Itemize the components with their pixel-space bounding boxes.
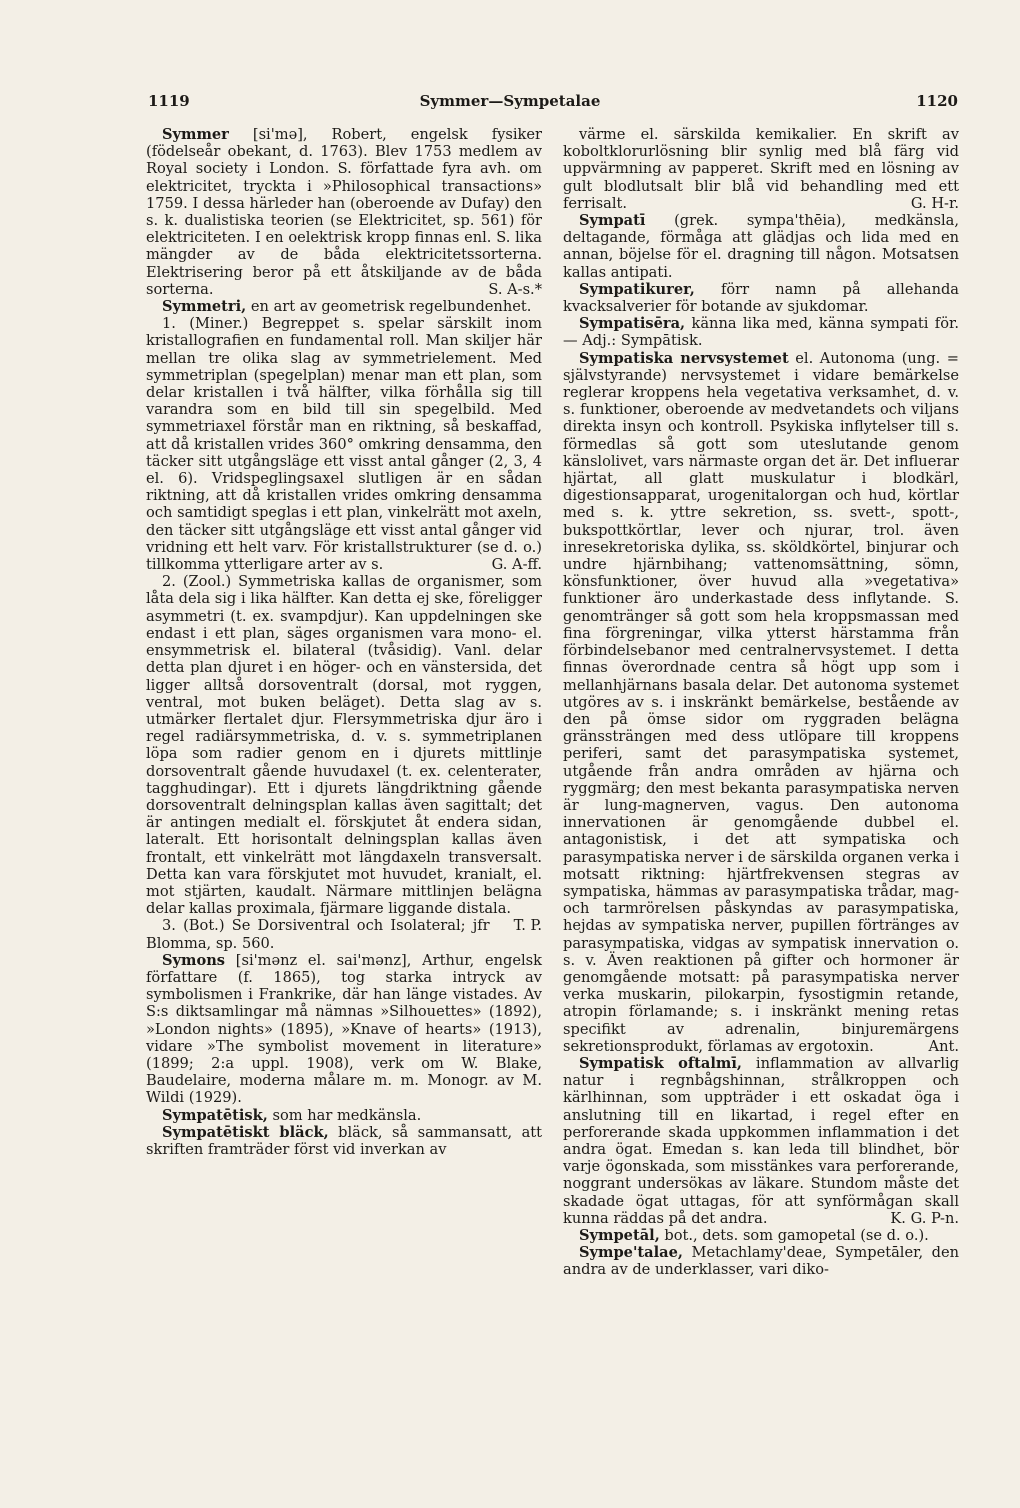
dictionary-entry: [146, 126, 542, 298]
entry-text: 2. (Zool.) Symmetriska kallas de organismer, som låta dela sig i lika hälfter. Kan detta ej ske, föreligger asymmetri (t. ex. svampdjur). Kan uppdelningen ske endast i ett plan, säges organismen vara mono- el. ensymmetrisk el. bilateral (tvåsidig). Vanl. delar detta plan djuret i en höger- och en vänstersida, det ligger alltså dorsoventralt (dorsal, mot ryggen, ventral, mot buken beläget). Detta slag av s. utmärker flertalet djur. Flersymmetriska djur äro i regel radiärsymmetriska, d. v. s. symmetriplanen löpa som radier genom en i djurets mittlinje dorsoventralt gående huvudaxel (t. ex. celenterater, tagghudingar). Ett i djurets längdriktning gående dorsoventralt delningsplan kallas även sagittalt; det är antingen medialt el. förskjutet åt endera sidan, lateralt. Ett horisontalt delningsplan kallas även frontalt, ett vinkelrätt mot längdaxeln transversalt. Detta kan vara förskjutet mot huvudet, kranialt, el. mot stjärten, kaudalt. Närmare mittlinjen belägna delar kallas proximala, fjärmare liggande distala.: [146, 573, 542, 918]
author-signature: K. G. P-n.: [890, 1209, 959, 1227]
entry-paragraph: [563, 212, 959, 281]
author-signature: S. A-s.*: [488, 280, 542, 298]
author-signature: G. A-ff.: [491, 556, 542, 574]
entry-paragraph: [146, 298, 542, 315]
dictionary-entry: [563, 281, 959, 315]
entry-text: el. Autonoma (ung. = självstyrande) nervsystemet i vidare bemärkelse reglerar kroppens hela vegetativa verksamhet, d. v. s. funktioner, oberoende av medvetandets och viljans direkta insyn och kontroll. Psykiska inflytelser till s. förmedlas så gott som uteslutande genom känslolivet, vars närmaste organ det är. Det influerar hjärtat, all glatt muskulatur i blodkärl, digestionsapparat, urogenitalorgan och hud, körtlar med s. k. yttre sekretion, ss. svett-, spott-, bukspottkörtlar, lever och njurar, trol. även inresekretoriska dylika, ss. sköldkörtel, binjurar och undre hjärnbihang; vattenomsättning, sömn, könsfunktioner, över huvud alla »vegetativa» funktioner äro underkastade dess inflytande. S. genomtränger så gott som hela kroppsmassan med fina förgreningar, vilka ytterst härstamma från förbindelsebanor med centralnervsystemet. I detta finnas överordnade centra så högt upp som i mellanhjärnans basala delar. Det autonoma systemet utgöres av s. i inskränkt bemärkelse, bestående av den på ömse sidor om ryggraden belägna gränssträngen med dess utlöpare till kroppens periferi, samt det parasympatiska systemet, utgående från andra områden av hjärna och ryggmärg; den mest bekanta parasympatiska nerven är lung-magnerven, vagus. Den autonoma innervationen är genomgående dubbel el. antagonistisk, i det att sympatiska och parasympatiska nerver i de särskilda organen verka i motsatt riktning: hjärtfrekvensen stegras av sympatiska, hämmas av parasympatiska trådar, mag- och tarmrörelsen påskyndas av parasympatiska, hejdas av sympatiska nerver, pupillen förtränges av parasympatiska, vidgas av sympatisk innervation o. s. v. Även reaktionen på gifter och hormoner är genomgående motsatt: på parasympatiska nerver verka muskarin, pilokarpin, fysostigmin retande, atropin förlamande; s. i inskränkt mening retas specifikt av adrenalin, binjuremärgens sekretionsprodukt, förlamas av ergotoxin.: [563, 349, 959, 1055]
page-number-right: 1120: [916, 92, 958, 110]
entry-paragraph: [146, 1107, 542, 1124]
page-number-left: 1119: [148, 92, 190, 110]
entry-text: inflammation av allvarlig natur i regnbågshinnan, strålkroppen och kärlhinnan, som uppträder i ett oskadat öga i anslutning till en likartad, i regel efter en perforerande skada uppkommen inflammation i det andra ögat. Emedan s. kan leda till blindhet, bör varje ögonskada, som misstänkes vara perforerande, noggrant undersökas av läkare. Stundom måste det skadade ögat uttagas, för att synförmågan skall kunna räddas på det andra.: [563, 1054, 960, 1227]
entry-text: bläck, så sammansatt, att skriften framträder först vid inverkan av: [146, 1123, 542, 1158]
right-column: [563, 126, 959, 1279]
entry-headword: Sympatētiskt bläck,: [162, 1123, 329, 1141]
dictionary-entry: [146, 1107, 542, 1124]
entry-paragraph: [146, 1124, 542, 1158]
entry-headword: Sympatikurer,: [579, 280, 695, 298]
author-signature: Ant.: [928, 1037, 959, 1055]
entry-text: [si'mənz el. sai'mənz], Arthur, engelsk författare (f. 1865), tog starka intryck av symbolismen i Frankrike, där han länge vistades. Av S:s diktsamlingar må nämnas »Silhouettes» (1892), »London nights» (1895), »Knave of hearts» (1913), vidare »The symbolist movement in literature» (1899; 2:a uppl. 1908), verk om W. Blake, Baudelaire, moderna målare m. m. Monogr. av M. Wildi (1929).: [146, 951, 542, 1107]
dictionary-entry: [563, 1055, 959, 1227]
entry-headword: Symmetri,: [162, 298, 247, 316]
entry-headword: Symons: [162, 951, 226, 969]
entry-text: en art av geometrisk regelbundenhet.: [250, 298, 532, 316]
entry-text: [si'mə], Robert, engelsk fysiker (födelseår obekant, d. 1763). Blev 1753 medlem av Royal society i London. S. författade fyra avh. om elektricitet, tryckta i »Philosophical transactions» 1759. I dessa härleder han (oberoende av Dufay) den s. k. dualistiska teorien (se Elektricitet, sp. 561) för elektriciteten. I en oelektrisk kropp finnas enl. S. lika mängder av de båda elektricitetssorterna. Elektrisering beror på ett åtskiljande av de båda sorterna.: [146, 126, 542, 298]
dictionary-entry: [563, 212, 959, 281]
entry-headword: Sympatisk oftalmī,: [579, 1054, 742, 1072]
entry-paragraph: [146, 126, 542, 298]
entry-headword: Sympatī: [579, 212, 646, 230]
dictionary-entry: [146, 1124, 542, 1158]
entry-paragraph: [563, 350, 959, 1055]
entry-text: 3. (Bot.) Se Dorsiventral och Isolateral; jfr Blomma, sp. 560.: [146, 917, 490, 952]
entry-text: Metachlamy'deae, Sympetāler, den andra av de underklasser, vari diko-: [563, 1244, 960, 1279]
left-column: [146, 126, 542, 1158]
dictionary-entry: [563, 315, 959, 349]
entry-paragraph: [563, 1244, 959, 1278]
entry-paragraph: [563, 126, 959, 212]
dictionary-entry: [146, 917, 542, 951]
entry-text: värme el. särskilda kemikalier. En skrift av koboltklorurlösning blir synlig med blå färg vid uppvärmning av papperet. Skrift med en lösning av gult blodlutsalt blir blå vid behandling med ett ferrisalt.: [563, 126, 959, 212]
entry-paragraph: [146, 952, 542, 1107]
entry-text: (grek. sympa'thēia), medkänsla, deltagande, förmåga att glädjas och lida med en annan, böjelse för el. dragning till någon. Motsatsen kallas antipati.: [563, 212, 959, 281]
entry-headword: Sympe'talae,: [579, 1244, 683, 1262]
running-head: Symmer—Sympetalae: [419, 92, 601, 110]
entry-paragraph: [146, 917, 542, 951]
dictionary-entry: [563, 1244, 959, 1278]
dictionary-entry: [146, 952, 542, 1107]
entry-paragraph: [146, 315, 542, 573]
entry-headword: Sympetāl,: [579, 1227, 660, 1244]
entry-headword: Sympatētisk,: [162, 1106, 268, 1124]
entry-text: 1. (Miner.) Begreppet s. spelar särskilt inom kristallografien en fundamental roll. Man skiljer här mellan tre olika slag av symmetrielement. Med symmetriplan (spegelplan) menar man ett plan, som delar kristallen i två hälfter, vilka förhålla sig till varandra som en bild till sin spegelbild. Med symmetriaxel förstår man en riktning, så beskaffad, att då kristallen vrides 360° omkring densamma, den täcker sitt utgångsläge ett visst antal gånger (2, 3, 4 el. 6). Vridspeglingsaxel slutligen är en sådan riktning, att då kristallen vrides omkring densamma och samtidigt speglas i ett plan, vinkelrätt mot axeln, den täcker sitt utgångsläge ett visst antal gånger vid vridning ett helt varv. För kristallstrukturer (se d. o.) tillkomma ytterligare arter av s.: [146, 315, 542, 574]
entry-text: känna lika med, känna sympati för. — Adj.: Sympātisk.: [563, 315, 960, 350]
dictionary-entry: [563, 126, 959, 212]
entry-paragraph: [563, 1227, 959, 1244]
entry-paragraph: [563, 315, 959, 349]
entry-headword: Sympatiska nervsystemet: [579, 349, 789, 367]
entry-headword: Sympatisēra,: [579, 315, 686, 333]
entry-text: förr namn på allehanda kvacksalverier för botande av sjukdomar.: [563, 280, 960, 316]
entry-paragraph: [563, 1055, 959, 1227]
dictionary-entry: [563, 1227, 959, 1244]
entry-paragraph: [563, 281, 959, 315]
dictionary-entry: [563, 350, 959, 1055]
author-signature: T. P.: [513, 917, 542, 935]
author-signature: G. H-r.: [910, 194, 959, 212]
entry-headword: Symmer: [162, 126, 229, 143]
dictionary-entry: [146, 298, 542, 573]
entry-text: som har medkänsla.: [272, 1106, 422, 1124]
entry-text: bot., dets. som gamopetal (se d. o.).: [664, 1227, 929, 1244]
